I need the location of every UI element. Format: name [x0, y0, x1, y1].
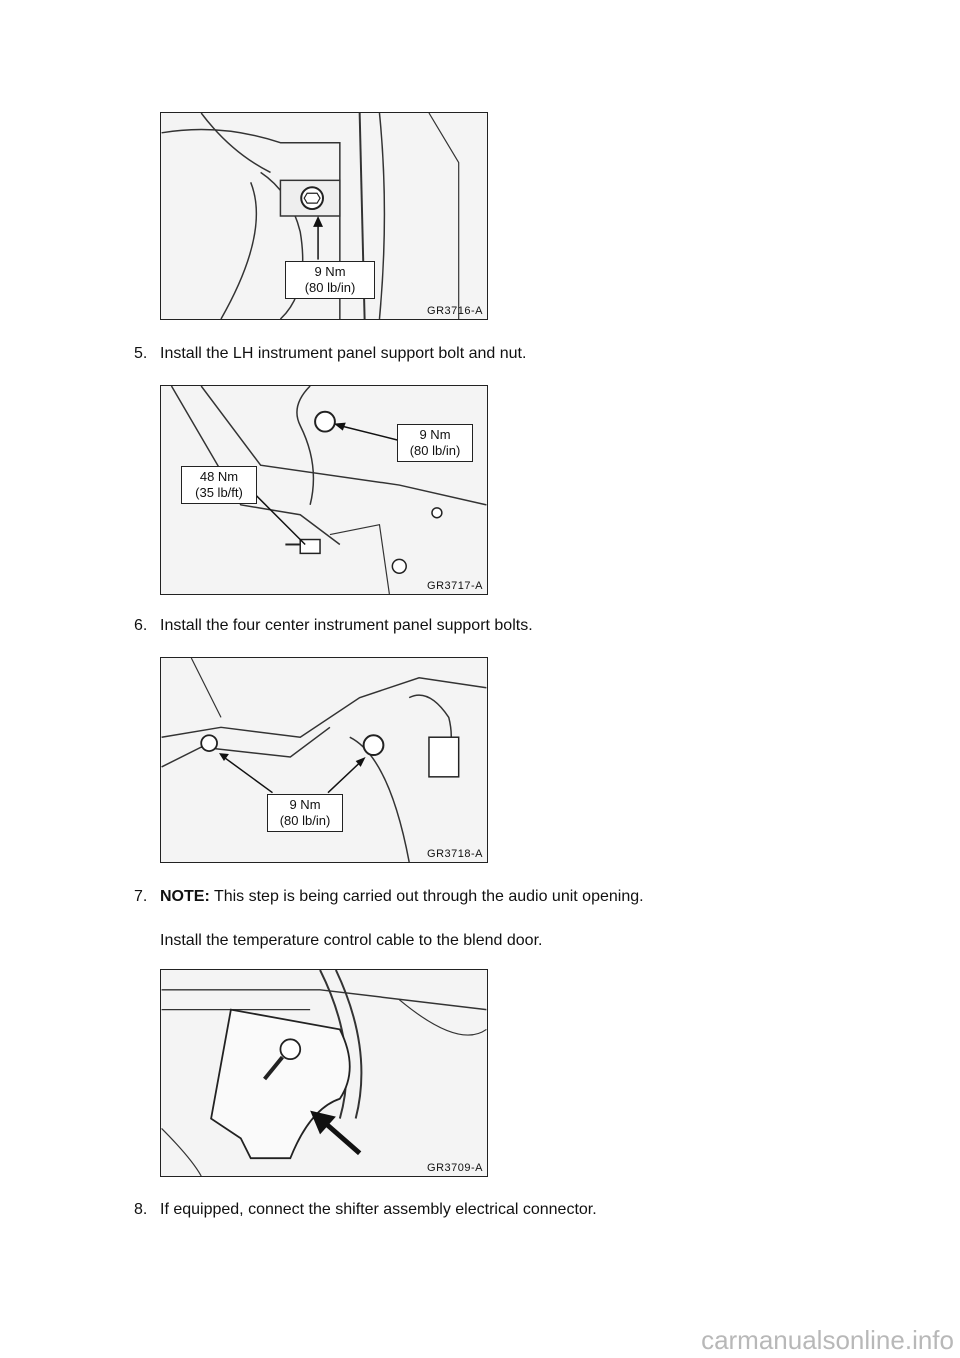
callout-line: (80 lb/in)	[409, 443, 461, 458]
torque-callout	[285, 261, 375, 299]
step-6	[134, 617, 533, 635]
figure-illustration	[161, 970, 487, 1176]
figure-code: GR3709-A	[427, 1162, 483, 1174]
step-text: Install the LH instrument panel support bolt and nut.	[160, 345, 527, 362]
step-text: Install the four center instrument panel support bolts.	[160, 617, 533, 634]
step-7-instruction	[160, 932, 542, 950]
step-7	[134, 888, 644, 906]
callout-line: 9 Nm	[419, 427, 451, 442]
step-number: 8.	[134, 1201, 148, 1218]
step-number: 7.	[134, 888, 148, 905]
step-number: 5.	[134, 345, 148, 362]
callout-line: (80 lb/in)	[304, 280, 356, 295]
torque-callout	[181, 466, 257, 504]
figure-code: GR3716-A	[427, 305, 483, 317]
figure-gr3717	[160, 385, 488, 595]
step-text: Install the temperature control cable to the blend door.	[160, 932, 543, 949]
step-8	[134, 1201, 597, 1219]
step-5	[134, 345, 526, 363]
note-label: NOTE:	[160, 888, 210, 905]
callout-line: 9 Nm	[289, 797, 321, 812]
figure-gr3709	[160, 969, 488, 1177]
callout-line: 48 Nm	[199, 469, 239, 484]
watermark: carmanualsonline.info	[701, 1325, 954, 1355]
step-number: 6.	[134, 617, 148, 634]
torque-callout	[267, 794, 343, 832]
step-text: If equipped, connect the shifter assembly electrical connector.	[160, 1201, 597, 1218]
callout-line: (80 lb/in)	[279, 813, 331, 828]
torque-callout	[397, 424, 473, 462]
figure-gr3716	[160, 112, 488, 320]
callout-line: (35 lb/ft)	[195, 485, 243, 500]
note-text: This step is being carried out through the audio unit opening.	[213, 888, 644, 905]
figure-code: GR3717-A	[427, 580, 483, 592]
figure-gr3718	[160, 657, 488, 863]
callout-line: 9 Nm	[314, 264, 346, 279]
figure-code: GR3718-A	[427, 848, 483, 860]
